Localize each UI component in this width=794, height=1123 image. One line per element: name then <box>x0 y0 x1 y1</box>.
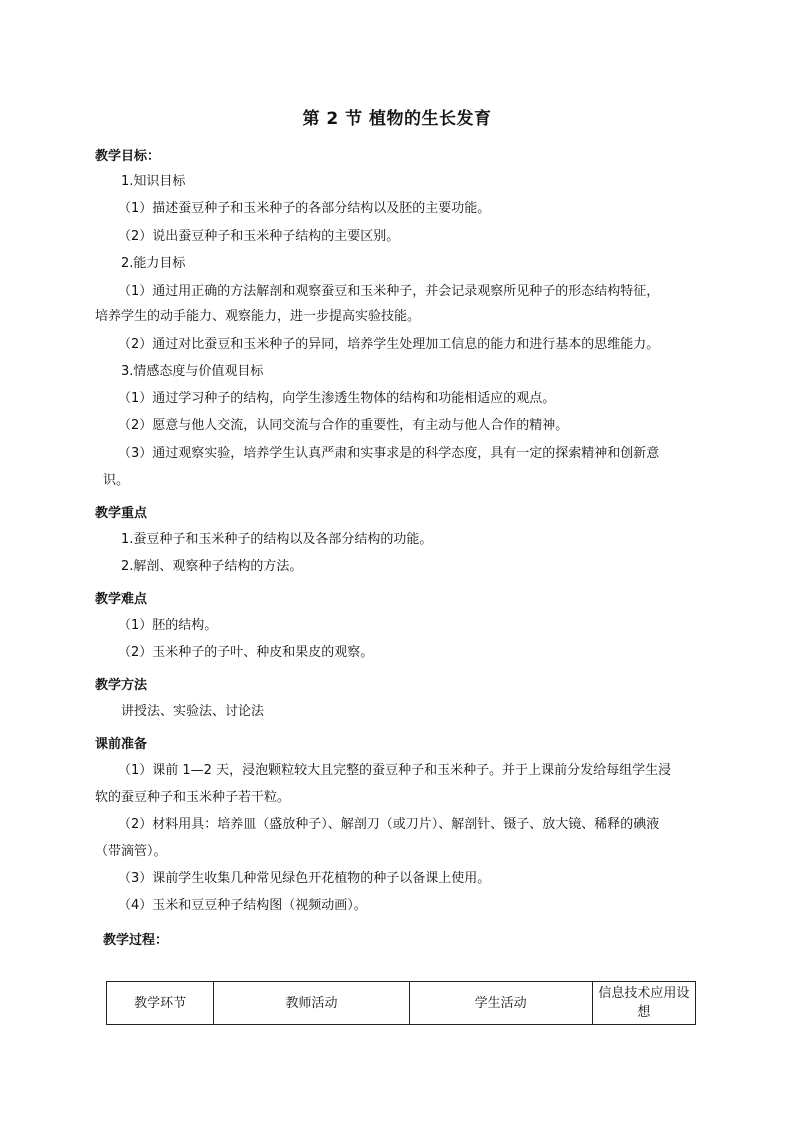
column-header-it: 信息技术应用设想 <box>592 982 695 1025</box>
preparation-1-line-1: （1）课前 1—2 天，浸泡颗粒较大且完整的蚕豆种子和玉米种子。并于上课前分发给每组学生浸 <box>118 763 672 778</box>
knowledge-goal-1: （1）描述蚕豆种子和玉米种子的各部分结构以及胚的主要功能。 <box>118 201 491 216</box>
preparation-1-line-2: 软的蚕豆种子和玉米种子若干粒。 <box>95 790 291 805</box>
emotion-goal-1: （1）通过学习种子的结构，向学生渗透生物体的结构和功能相适应的观点。 <box>118 391 556 406</box>
process-heading: 教学过程： <box>103 933 169 948</box>
knowledge-goal-2: （2）说出蚕豆种子和玉米种子结构的主要区别。 <box>118 229 400 244</box>
knowledge-goal-heading: 1.知识目标 <box>121 174 186 189</box>
emotion-goal-3-line-1: （3）通过观察实验，培养学生认真严肃和实事求是的科学态度，具有一定的探索精神和创新意 <box>118 446 660 461</box>
ability-goal-heading: 2.能力目标 <box>121 256 186 271</box>
methods-heading: 教学方法 <box>95 678 148 693</box>
key-point-2: 2.解剖、观察种子结构的方法。 <box>121 559 303 574</box>
preparation-3: （3）课前学生收集几种常见绿色开花植物的种子以备课上使用。 <box>118 871 491 886</box>
preparation-2-line-1: （2）材料用具：培养皿（盛放种子）、解剖刀（或刀片）、解剖针、镊子、放大镜、稀释的碘液 <box>118 817 660 832</box>
difficulty-2: （2）玉米种子的子叶、种皮和果皮的观察。 <box>118 645 374 660</box>
page-title: 第 2 节 植物的生长发育 <box>302 109 492 129</box>
preparation-2-line-2: （带滴管）。 <box>95 844 167 859</box>
methods-text: 讲授法、实验法、讨论法 <box>121 704 265 719</box>
table-header-row <box>107 982 696 1025</box>
difficulty-1: （1）胚的结构。 <box>118 618 218 633</box>
difficulties-heading: 教学难点 <box>95 592 148 607</box>
key-points-heading: 教学重点 <box>95 506 148 521</box>
goals-heading: 教学目标： <box>95 149 161 164</box>
teaching-process-table <box>106 981 696 1025</box>
ability-goal-1-line-1: （1）通过用正确的方法解剖和观察蚕豆和玉米种子，并会记录观察所见种子的形态结构特征， <box>118 284 660 299</box>
ability-goal-2: （2）通过对比蚕豆和玉米种子的异同，培养学生处理加工信息的能力和进行基本的思维能力。 <box>118 337 660 352</box>
column-header-teacher: 教师活动 <box>214 982 409 1025</box>
emotion-goal-heading: 3.情感态度与价值观目标 <box>121 364 264 379</box>
ability-goal-1-line-2: 培养学生的动手能力、观察能力，进一步提高实验技能。 <box>95 309 421 324</box>
column-header-stage: 教学环节 <box>107 982 214 1025</box>
preparation-4: （4）玉米和豆豆种子结构图（视频动画）。 <box>118 898 367 913</box>
key-point-1: 1.蚕豆种子和玉米种子的结构以及各部分结构的功能。 <box>121 532 433 547</box>
emotion-goal-3-line-2: 识。 <box>103 473 130 488</box>
column-header-student: 学生活动 <box>409 982 592 1025</box>
preparation-heading: 课前准备 <box>95 737 148 752</box>
emotion-goal-2: （2）愿意与他人交流，认同交流与合作的重要性，有主动与他人合作的精神。 <box>118 418 569 433</box>
